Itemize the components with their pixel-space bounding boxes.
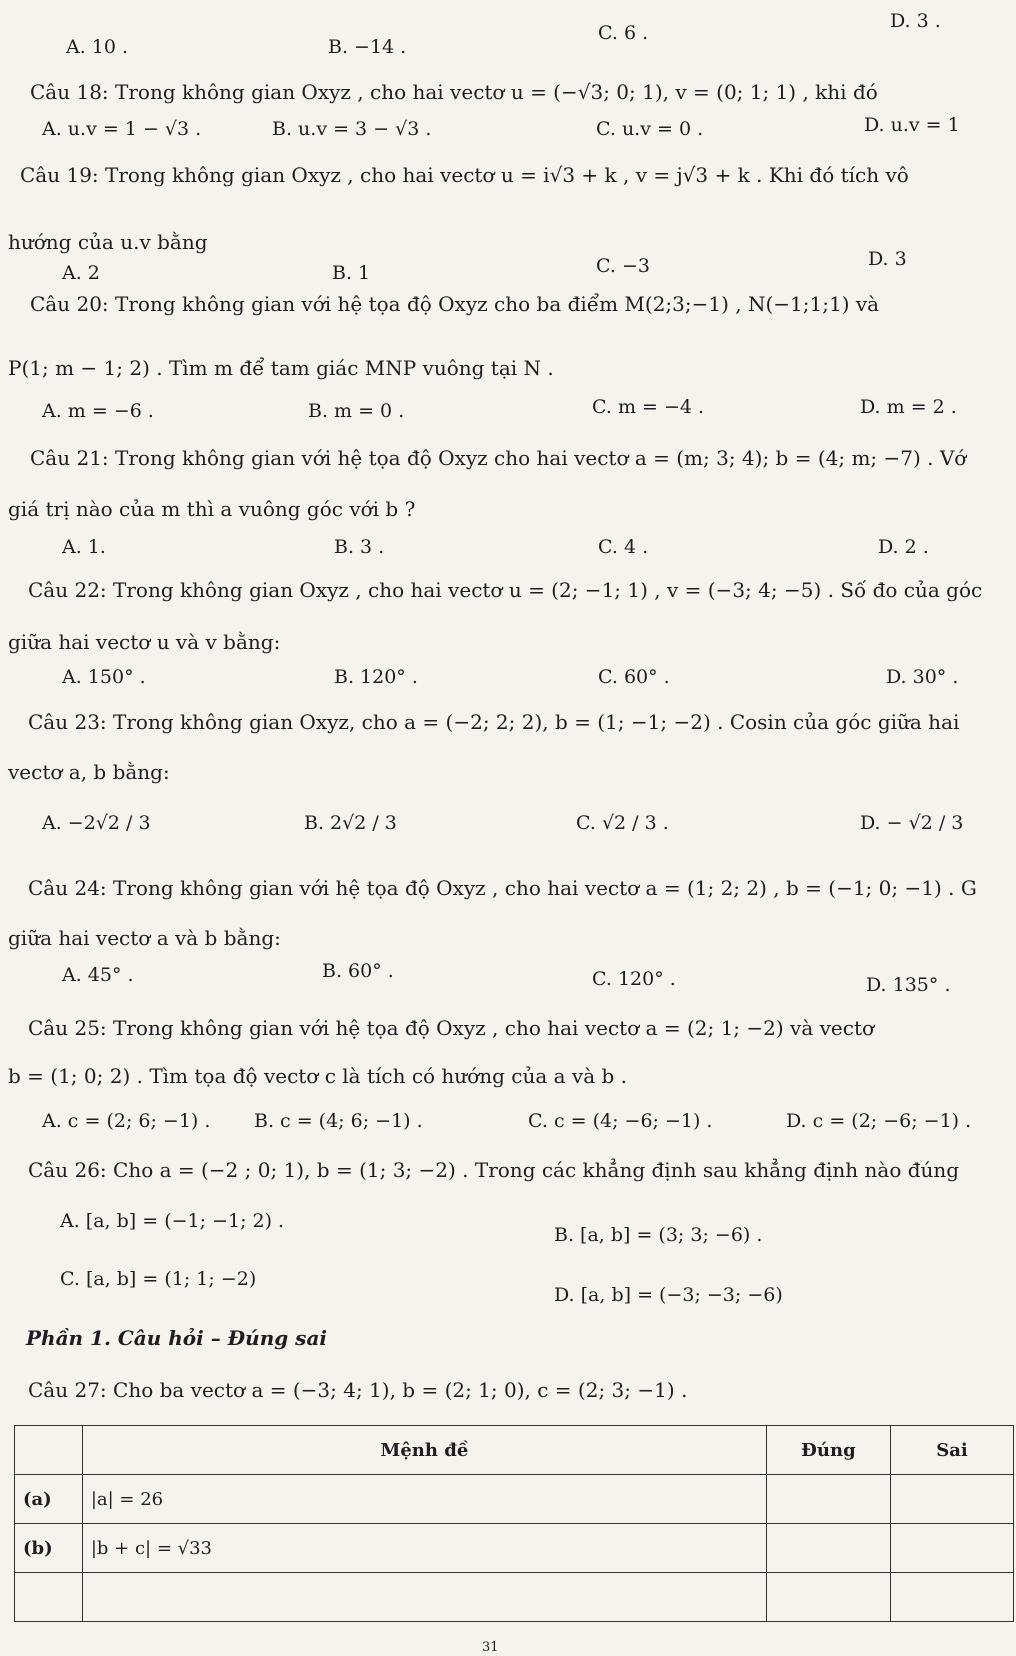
question-22-text: Câu 22: Trong không gian Oxyz , cho hai vectơ u = (2; −1; 1) , v = (−3; 4; −5) . Số đo của góc bbox=[28, 578, 983, 602]
question-24-text: Câu 24: Trong không gian với hệ tọa độ Oxyz , cho hai vectơ a = (1; 2; 2) , b = (−1; 0; −1) . G bbox=[28, 876, 977, 900]
header-statement: Mệnh đề bbox=[82, 1426, 766, 1475]
q20-option-b: B. m = 0 . bbox=[308, 400, 405, 422]
q20-option-a: A. m = −6 . bbox=[42, 400, 154, 422]
q24-option-c: C. 120° . bbox=[592, 968, 676, 990]
row-statement bbox=[82, 1573, 766, 1622]
q25-option-d: D. c = (2; −6; −1) . bbox=[786, 1110, 972, 1132]
question-22-text-2: giữa hai vectơ u và v bằng: bbox=[8, 630, 281, 654]
q19-option-c: C. −3 bbox=[596, 255, 650, 277]
q19-option-d: D. 3 bbox=[868, 248, 907, 270]
question-20-text-2: P(1; m − 1; 2) . Tìm m để tam giác MNP vuông tại N . bbox=[8, 356, 554, 380]
question-21-text-2: giá trị nào của m thì a vuông góc với b ? bbox=[8, 497, 416, 521]
question-20-text: Câu 20: Trong không gian với hệ tọa độ Oxyz cho ba điểm M(2;3;−1) , N(−1;1;1) và bbox=[30, 292, 880, 316]
q18-option-b: B. u.v = 3 − √3 . bbox=[272, 118, 432, 140]
q21-option-c: C. 4 . bbox=[598, 536, 649, 558]
table-header-row bbox=[15, 1426, 1014, 1475]
row-false-cell[interactable] bbox=[891, 1573, 1014, 1622]
q23-option-a: A. −2√2 / 3 bbox=[42, 812, 151, 834]
question-26-text: Câu 26: Cho a = (−2 ; 0; 1), b = (1; 3; −2) . Trong các khẳng định sau khẳng định nào đúng bbox=[28, 1158, 960, 1182]
true-false-table bbox=[14, 1425, 1014, 1622]
q25-option-a: A. c = (2; 6; −1) . bbox=[42, 1110, 211, 1132]
table-row bbox=[15, 1475, 1014, 1524]
q26-option-c: C. [a, b] = (1; 1; −2) bbox=[60, 1268, 257, 1290]
section-title: Phần 1. Câu hỏi – Đúng sai bbox=[26, 1326, 327, 1350]
question-21-text: Câu 21: Trong không gian với hệ tọa độ Oxyz cho hai vectơ a = (m; 3; 4); b = (4; m; −7) . Vớ bbox=[30, 446, 967, 470]
question-23-text-2: vectơ a, b bằng: bbox=[8, 760, 170, 784]
row-label bbox=[15, 1573, 83, 1622]
q26-option-a: A. [a, b] = (−1; −1; 2) . bbox=[60, 1210, 285, 1232]
q24-option-d: D. 135° . bbox=[866, 974, 951, 996]
q22-option-a: A. 150° . bbox=[62, 666, 146, 688]
question-24-text-2: giữa hai vectơ a và b bằng: bbox=[8, 926, 281, 950]
q19-option-a: A. 2 bbox=[62, 262, 100, 284]
question-25-text: Câu 25: Trong không gian với hệ tọa độ Oxyz , cho hai vectơ a = (2; 1; −2) và vectơ bbox=[28, 1016, 875, 1040]
header-label bbox=[15, 1426, 83, 1475]
q26-option-b: B. [a, b] = (3; 3; −6) . bbox=[554, 1224, 763, 1246]
q24-option-a: A. 45° . bbox=[62, 964, 134, 986]
q23-option-b: B. 2√2 / 3 bbox=[304, 812, 397, 834]
q23-option-d: D. − √2 / 3 bbox=[860, 812, 964, 834]
question-27-text: Câu 27: Cho ba vectơ a = (−3; 4; 1), b = (2; 1; 0), c = (2; 3; −1) . bbox=[28, 1378, 688, 1402]
question-18-text: Câu 18: Trong không gian Oxyz , cho hai vectơ u = (−√3; 0; 1), v = (0; 1; 1) , khi đó bbox=[30, 80, 878, 104]
row-statement: |b + c| = √33 bbox=[82, 1524, 766, 1573]
row-label: (b) bbox=[15, 1524, 83, 1573]
q21-option-a: A. 1. bbox=[62, 536, 106, 558]
row-false-cell[interactable] bbox=[891, 1524, 1014, 1573]
table-row bbox=[15, 1524, 1014, 1573]
row-label: (a) bbox=[15, 1475, 83, 1524]
q18-option-a: A. u.v = 1 − √3 . bbox=[42, 118, 202, 140]
option-a: A. 10 . bbox=[66, 36, 129, 58]
q26-option-d: D. [a, b] = (−3; −3; −6) bbox=[554, 1284, 783, 1306]
q20-option-d: D. m = 2 . bbox=[860, 396, 957, 418]
q24-option-b: B. 60° . bbox=[322, 960, 394, 982]
header-false: Sai bbox=[891, 1426, 1014, 1475]
question-19-text-2: hướng của u.v bằng bbox=[8, 230, 208, 254]
row-true-cell[interactable] bbox=[766, 1524, 890, 1573]
q25-option-b: B. c = (4; 6; −1) . bbox=[254, 1110, 423, 1132]
question-25-text-2: b = (1; 0; 2) . Tìm tọa độ vectơ c là tích có hướng của a và b . bbox=[8, 1064, 628, 1088]
row-statement: |a| = 26 bbox=[82, 1475, 766, 1524]
row-true-cell[interactable] bbox=[766, 1573, 890, 1622]
page-number: 31 bbox=[482, 1640, 499, 1655]
q22-option-d: D. 30° . bbox=[886, 666, 959, 688]
option-d: D. 3 . bbox=[890, 10, 941, 32]
row-true-cell[interactable] bbox=[766, 1475, 890, 1524]
q23-option-c: C. √2 / 3 . bbox=[576, 812, 669, 834]
q18-option-d: D. u.v = 1 bbox=[864, 114, 960, 136]
q18-option-c: C. u.v = 0 . bbox=[596, 118, 704, 140]
q20-option-c: C. m = −4 . bbox=[592, 396, 705, 418]
row-false-cell[interactable] bbox=[891, 1475, 1014, 1524]
q22-option-b: B. 120° . bbox=[334, 666, 418, 688]
header-true: Đúng bbox=[766, 1426, 890, 1475]
q19-option-b: B. 1 bbox=[332, 262, 371, 284]
table-row bbox=[15, 1573, 1014, 1622]
q22-option-c: C. 60° . bbox=[598, 666, 670, 688]
q25-option-c: C. c = (4; −6; −1) . bbox=[528, 1110, 713, 1132]
q21-option-d: D. 2 . bbox=[878, 536, 929, 558]
question-19-text: Câu 19: Trong không gian Oxyz , cho hai vectơ u = i√3 + k , v = j√3 + k . Khi đó tích vô bbox=[20, 163, 909, 187]
option-b: B. −14 . bbox=[328, 36, 407, 58]
q21-option-b: B. 3 . bbox=[334, 536, 385, 558]
option-c-circled: C. 6 . bbox=[598, 22, 649, 44]
question-23-text: Câu 23: Trong không gian Oxyz, cho a = (−2; 2; 2), b = (1; −1; −2) . Cosin của góc giữa hai bbox=[28, 710, 960, 734]
